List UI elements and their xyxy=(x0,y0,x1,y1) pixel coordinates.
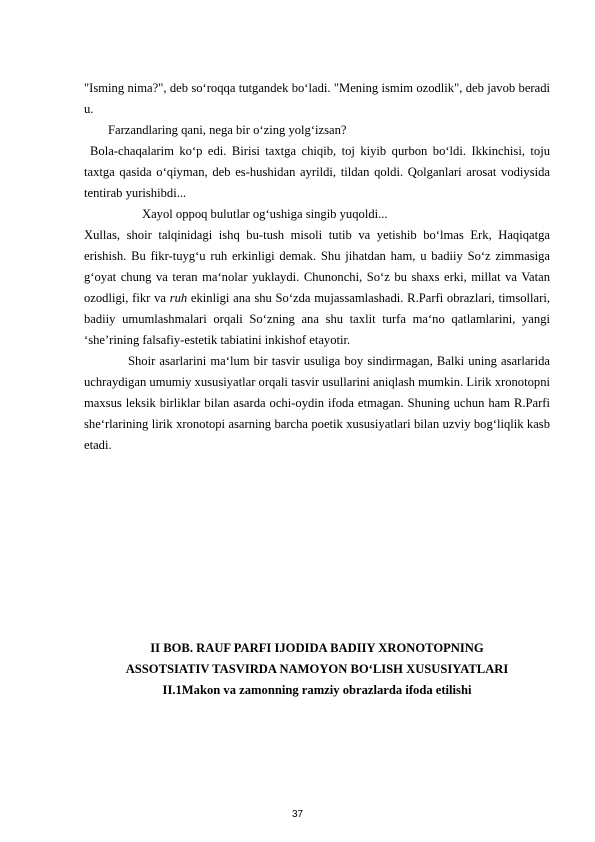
body-text xyxy=(84,78,550,456)
heading-line-3: II.1Makon va zamonning ramziy obrazlarda ifoda etilishi xyxy=(162,683,472,697)
paragraph-5 xyxy=(84,225,550,351)
heading-line-1: II BOB. RAUF PARFI IJODIDA BADIIY XRONOTOPNING xyxy=(150,641,484,655)
paragraph-5-part-a: Xullas, shoir talqinidagi ishq bu-tush misoli tutib va yetishib bo‘lmas Erk, Haqiqatga erishish. Bu fikr-tuyg‘u ruh erkinligi demak. Shu jihatdan ham, u badiiy So‘z zimmasiga g‘oyat chung va teran ma‘nolar yuklaydi. Chunonchi, So‘z bu shaxs erki, millat va Vatan ozodligi, fikr va xyxy=(84,228,550,305)
paragraph-5-part-b: ekinligi ana shu So‘zda mujassamlashadi. R.Parfi obrazlari, timsollari, badiiy umumlashmalari orqali So‘zning ana shu taxlit turfa ma‘no qatlamlarini, yangi ‘she’rining falsafiy-estetik tabiatini inkishof etayotir. xyxy=(84,291,550,347)
paragraph-6: Shoir asarlarini ma‘lum bir tasvir usuliga boy sindirmagan, Balki uning asarlarida uchraydigan umumiy xususiyatlar orqali tasvir usullarini aniqlash mumkin. Lirik xronotopni maxsus leksik birliklar bilan asarda ochi-oydin ifoda etmagan. Shuning uchun ham R.Parfi she‘rlarining lirik xronotopi asarning barcha poetik xususiyatlari bilan uzviy bog‘liqlik kasb etadi. xyxy=(84,354,550,452)
paragraph-1: "Isming nima?", deb so‘roqqa tutgandek bo‘ladi. "Mening ismim ozodlik", deb javob beradi u. xyxy=(84,81,550,116)
page-number: 37 xyxy=(291,809,304,820)
paragraph-3: Bola-chaqalarim ko‘p edi. Birisi taxtga chiqib, toj kiyib qurbon bo‘ldi. Ikkinchisi, toju taxtga qasida o‘qiyman, deb es-hushidan ayrildi, tildan qoldi. Qolganlari arosat vodiysida tentirab yurishibdi... xyxy=(84,144,550,200)
paragraph-4: Xayol oppoq bulutlar og‘ushiga singib yuqoldi... xyxy=(142,207,388,221)
heading-line-2: ASSOTSIATIV TASVIRDA NAMOYON BO‘LISH XUSUSIYATLARI xyxy=(125,662,509,676)
paragraph-5-italic: ruh xyxy=(169,291,188,305)
chapter-heading xyxy=(84,638,550,701)
paragraph-2: Farzandlaring qani, nega bir o‘zing yolg‘izsan? xyxy=(108,123,347,137)
